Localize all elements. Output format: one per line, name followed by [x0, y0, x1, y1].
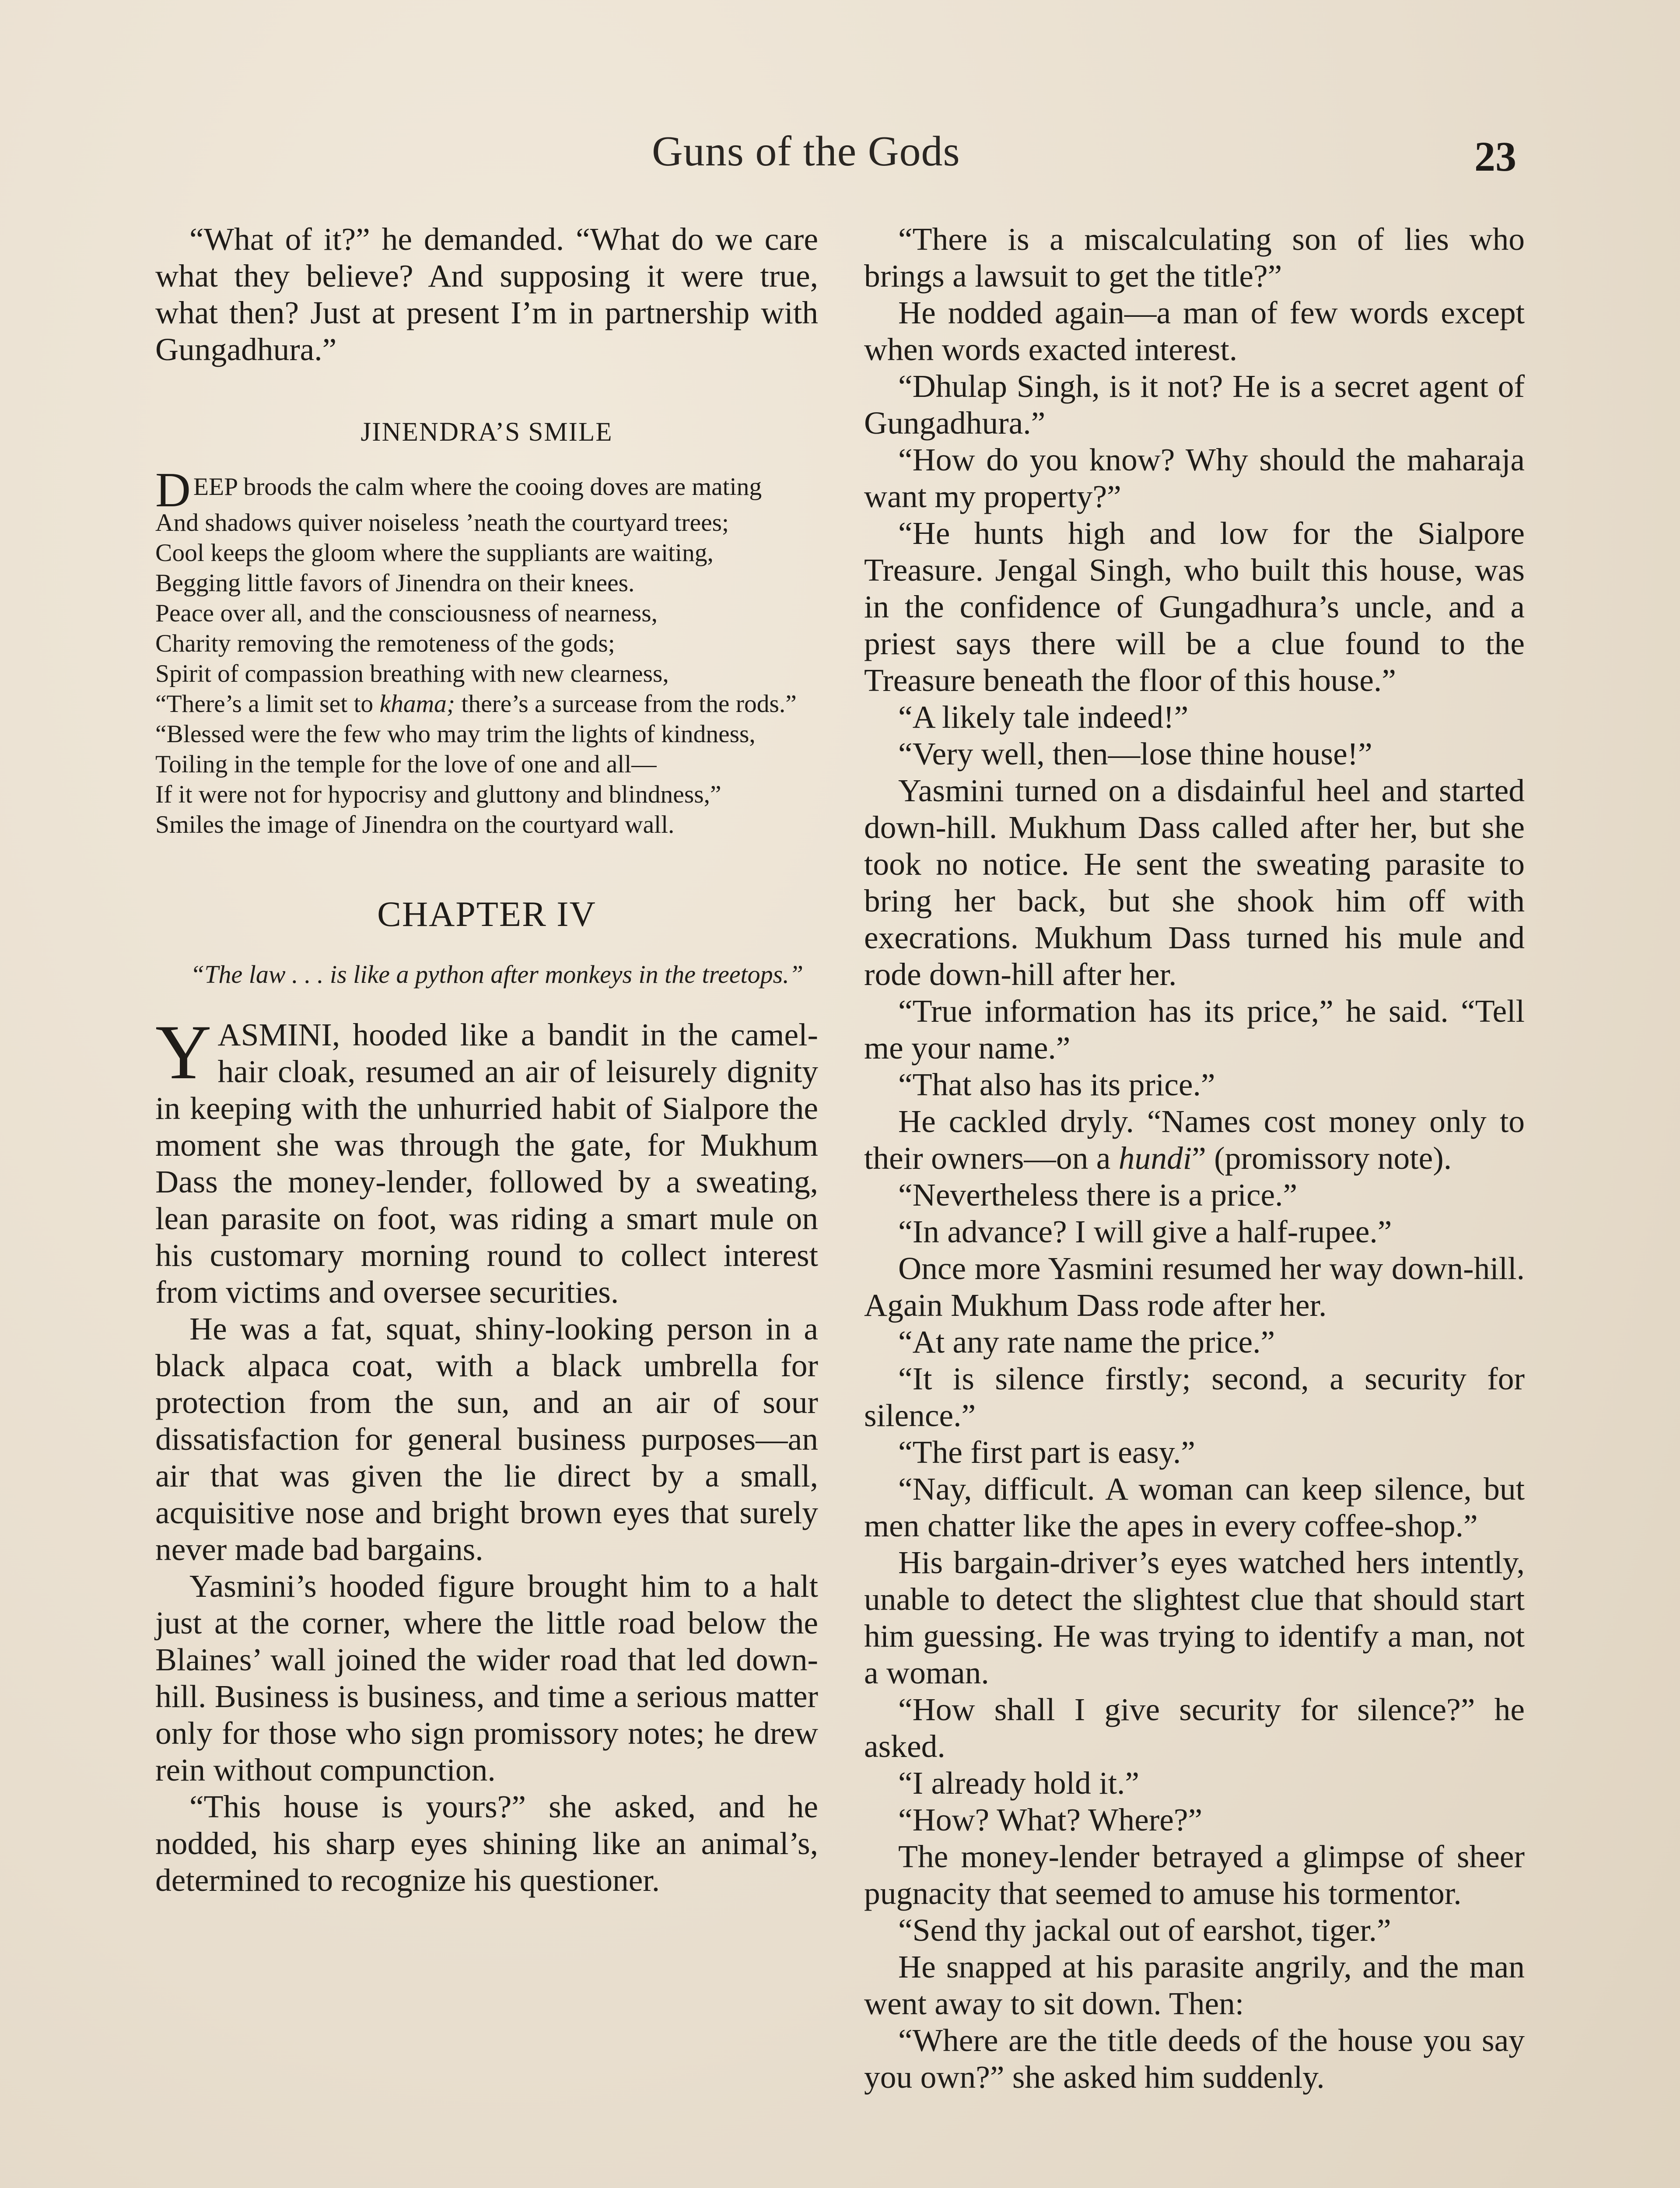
chapter-paragraph-text: ASMINI, hooded like a bandit in the camel-hair cloak, resumed an air of leisurely dignity in keeping with the unhurried habit of Sialpore the moment she was through the gate, for Mukhum Dass the money-lender, followed by a sweating, lean parasite on foot, was riding a smart mule on his customary morning round to collect interest from victims and oversee securities.	[155, 1017, 818, 1310]
paragraph	[864, 1103, 1525, 1177]
paragraph: “He hunts high and low for the Sialpore Treasure. Jengal Singh, who built this house, was in the confidence of Gungadhura’s uncle, and a priest says there will be a clue found to the Treasure beneath the floor of this house.”	[864, 515, 1525, 698]
poem-drop-cap: D	[155, 463, 191, 517]
poem-line: Toiling in the temple for the love of one and all—	[155, 750, 657, 778]
poem-title: JINENDRA’S SMILE	[360, 417, 613, 447]
paragraph: “In advance? I will give a half-rupee.”	[898, 1214, 1392, 1249]
paragraph-text: He cackled dryly. “Names cost money only to their owners—on a	[864, 1104, 1525, 1176]
poem-line: Smiles the image of Jinendra on the courtyard wall.	[155, 811, 675, 838]
paragraph: “Very well, then—lose thine house!”	[898, 736, 1372, 771]
poem-line: Charity removing the remoteness of the gods;	[155, 630, 615, 657]
poem-line	[155, 463, 818, 517]
poem-line: Spirit of compassion breathing with new clearness,	[155, 660, 669, 687]
paragraph: “How shall I give security for silence?” he asked.	[864, 1692, 1525, 1764]
poem-line-text: “There’s a limit set to	[155, 690, 374, 718]
paragraph: “The first part is easy.”	[898, 1434, 1195, 1470]
paragraph: “It is silence firstly; second, a security for silence.”	[864, 1361, 1525, 1433]
paragraph: “How? What? Where?”	[898, 1802, 1203, 1837]
poem-italic-word: khama;	[379, 690, 455, 718]
paragraph: “I already hold it.”	[898, 1765, 1139, 1801]
paragraph: “Nay, difficult. A woman can keep silence, but men chatter like the apes in every coffee-shop.”	[864, 1471, 1525, 1543]
paragraph: “That also has its price.”	[898, 1067, 1215, 1102]
paragraph: “How do you know? Why should the maharaja want my property?”	[864, 442, 1525, 514]
paragraph: “Nevertheless there is a price.”	[898, 1177, 1298, 1213]
paragraph-text: ” (promissory note).	[1192, 1140, 1452, 1176]
italic-word: hundi	[1118, 1140, 1192, 1176]
paragraph: “There is a miscalculating son of lies who brings a lawsuit to get the title?”	[864, 221, 1525, 294]
paragraph: “At any rate name the price.”	[898, 1324, 1275, 1360]
poem-line-text: there’s a surcease from the rods.”	[461, 690, 797, 718]
chapter-paragraph: Yasmini’s hooded figure brought him to a halt just at the corner, where the little road below the Blaines’ wall joined the wider road that led down-hill. Business is business, and time a serious matter only for those who sign promissory notes; he drew rein without compunction.	[155, 1568, 818, 1788]
poem	[155, 463, 818, 840]
chapter-drop-cap: Y	[155, 1009, 212, 1095]
opening-paragraph: “What of it?” he demanded. “What do we care what they believe? And supposing it were true, what then? Just at present I’m in partnership with Gungadhura.”	[155, 221, 818, 367]
poem-line-text: EEP broods the calm where the cooing doves are mating	[193, 473, 762, 501]
paragraph: Once more Yasmini resumed her way down-hill. Again Mukhum Dass rode after her.	[864, 1251, 1525, 1323]
poem-line: “Blessed were the few who may trim the lights of kindness,	[155, 720, 756, 748]
poem-line: And shadows quiver noiseless ’neath the courtyard trees;	[155, 509, 729, 536]
page-header	[0, 127, 1680, 193]
paragraph: He snapped at his parasite angrily, and the man went away to sit down. Then:	[864, 1949, 1525, 2021]
paragraph: “True information has its price,” he said. “Tell me your name.”	[864, 993, 1525, 1066]
poem-line: Peace over all, and the consciousness of nearness,	[155, 600, 658, 627]
page-number: 23	[1474, 133, 1516, 180]
paragraph: The money-lender betrayed a glimpse of sheer pugnacity that seemed to amuse his tormentor.	[864, 1839, 1525, 1911]
paragraph: He nodded again—a man of few words except when words exacted interest.	[864, 295, 1525, 367]
poem-line	[155, 689, 818, 719]
paragraph: Yasmini turned on a disdainful heel and started down-hill. Mukhum Dass called after her, but she took no notice. He sent the sweating parasite to bring her back, but she shook him off with execrations. Mukhum Dass turned his mule and rode down-hill after her.	[864, 773, 1525, 992]
running-title: Guns of the Gods	[652, 128, 960, 175]
chapter-title: CHAPTER IV	[377, 894, 596, 934]
paragraph: “A likely tale indeed!”	[898, 699, 1189, 735]
poem-line: Begging little favors of Jinendra on their knees.	[155, 569, 635, 597]
poem-line: If it were not for hypocrisy and gluttony and blindness,”	[155, 781, 721, 808]
paragraph: “Send thy jackal out of earshot, tiger.”	[898, 1912, 1391, 1948]
paragraph: His bargain-driver’s eyes watched hers intently, unable to detect the slightest clue that should start him guessing. He was trying to identify a man, not a woman.	[864, 1545, 1525, 1690]
paragraph: “Where are the title deeds of the house you say you own?” she asked him suddenly.	[864, 2023, 1525, 2095]
paragraph: “Dhulap Singh, is it not? He is a secret agent of Gungadhura.”	[864, 368, 1525, 441]
left-column	[155, 221, 818, 1899]
chapter-epigraph: “The law . . . is like a python after monkeys in the treetops.”	[190, 960, 803, 989]
chapter-paragraph: “This house is yours?” she asked, and he nodded, his sharp eyes shining like an animal’s, determined to recognize his questioner.	[155, 1789, 818, 1898]
right-column	[864, 221, 1525, 2096]
chapter-paragraph	[155, 1009, 818, 1311]
chapter-paragraph: He was a fat, squat, shiny-looking person in a black alpaca coat, with a black umbrella for protection from the sun, and an air of sour dissatisfaction for general business purposes—an air that was given the lie direct by a small, acquisitive nose and bright brown eyes that surely never made bad bargains.	[155, 1311, 818, 1567]
poem-line: Cool keeps the gloom where the suppliants are waiting,	[155, 539, 714, 567]
